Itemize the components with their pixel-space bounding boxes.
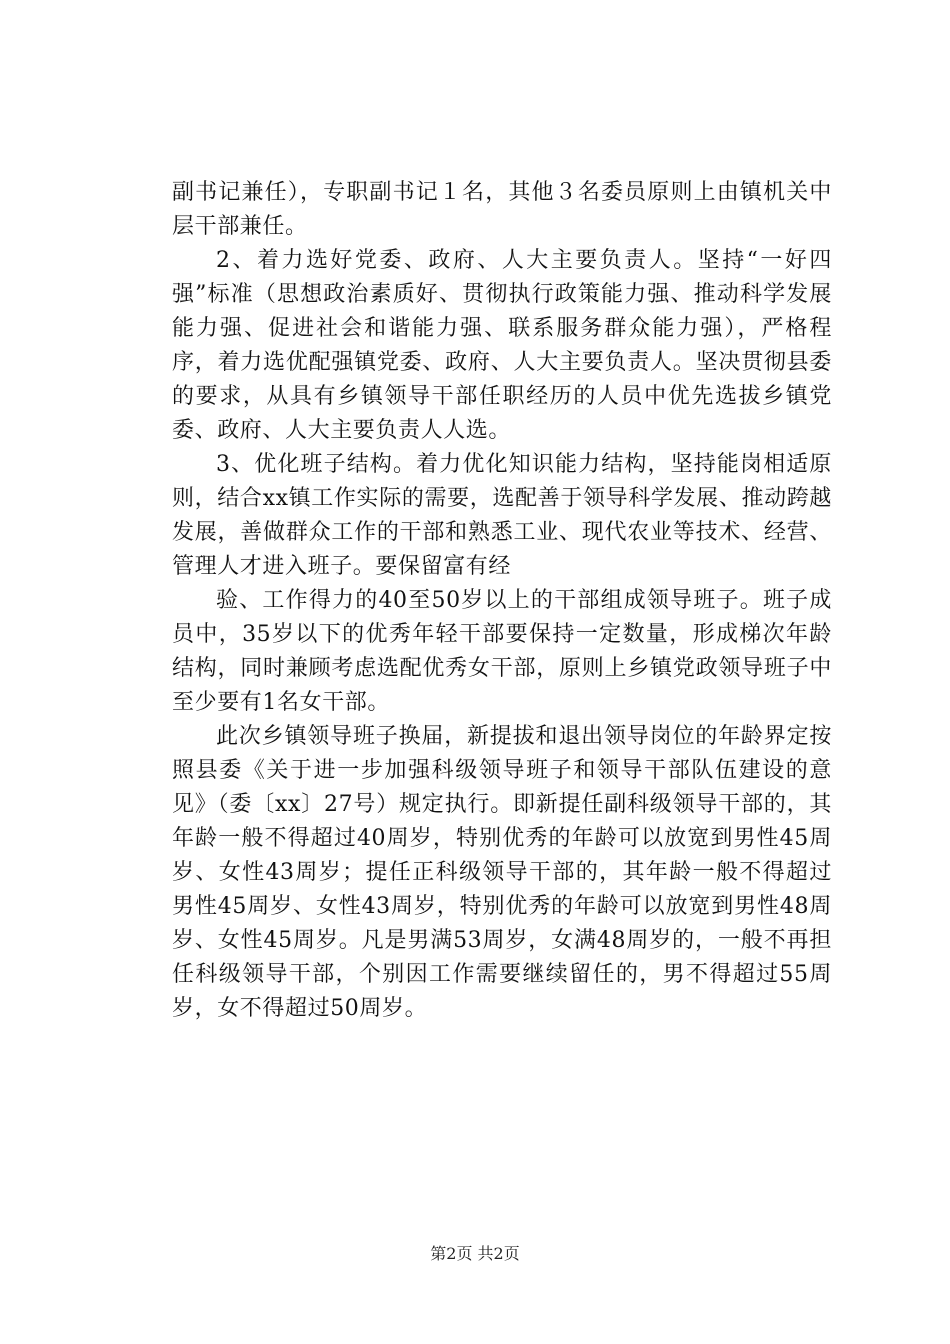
paragraph-continuation: 副书记兼任），专职副书记１名，其他３名委员原则上由镇机关中层干部兼任。 (172, 180, 832, 239)
paragraph-section-3: 3、优化班子结构。着力优化知识能力结构，坚持能岗相适原则，结合xx镇工作实际的需要，选配善于领导科学发展、推动跨越发展，善做群众工作的干部和熟悉工业、现代农业等技术、经营、管理人才进入班子。要保留富有经 (172, 452, 832, 579)
paragraph-section-2: 2、着力选好党委、政府、人大主要负责人。坚持“一好四强”标准（思想政治素质好、贯彻执行政策能力强、推动科学发展能力强、促进社会和谐能力强、联系服务群众能力强），严格程序，着力选优配强镇党委、政府、人大主要负责人。坚决贯彻县委的要求，从具有乡镇领导干部任职经历的人员中优先选拔乡镇党委、政府、人大主要负责人人选。 (172, 248, 832, 443)
document-body (172, 176, 832, 1026)
paragraph-age-rules: 此次乡镇领导班子换届，新提拔和退出领导岗位的年龄界定按照县委《关于进一步加强科级领导班子和领导干部队伍建设的意见》（委〔xx〕27号）规定执行。即新提任副科级领导干部的，其年龄一般不得超过40周岁，特别优秀的年龄可以放宽到男性45周岁、女性43周岁；提任正科级领导干部的，其年龄一般不得超过男性45周岁、女性43周岁，特别优秀的年龄可以放宽到男性48周岁、女性45周岁。凡是男满53周岁，女满48周岁的，一般不再担任科级领导干部，个别因工作需要继续留任的，男不得超过55周岁，女不得超过50周岁。 (172, 724, 832, 1021)
paragraph-section-3-continued: 验、工作得力的40至50岁以上的干部组成领导班子。班子成员中，35岁以下的优秀年轻干部要保持一定数量，形成梯次年龄结构，同时兼顾考虑选配优秀女干部，原则上乡镇党政领导班子中至少要有1名女干部。 (172, 588, 832, 715)
page-number-footer: 第2页 共2页 (430, 1244, 520, 1263)
